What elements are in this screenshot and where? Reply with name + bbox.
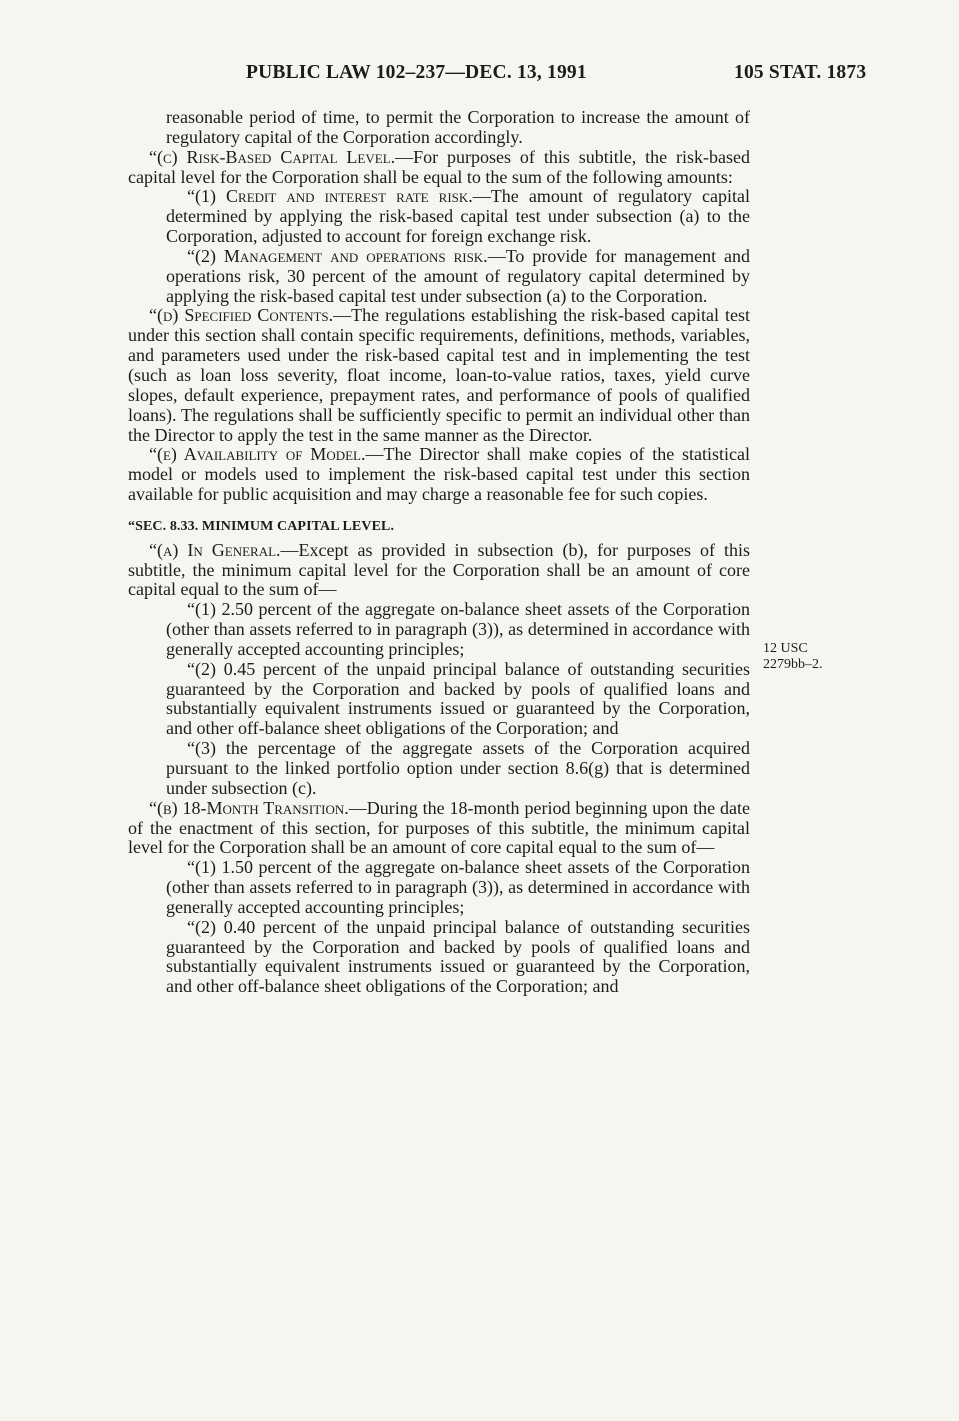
section-heading: “SEC. 8.33. MINIMUM CAPITAL LEVEL. [128,518,395,534]
subsection-a-heading: “(a) In General. [149,539,281,560]
subsection-d [128,306,750,445]
subsection-a [128,541,750,601]
paragraph-c2-text: —To provide for management and operations risk, 30 percent of the amount of regulatory capital determined by applying the risk-based capital test under subsection (a) to the Corporation. [166,245,750,306]
margin-usc-citation [763,641,853,673]
paragraph-c1 [166,187,750,247]
margin-note-line-1: 12 USC [763,641,808,656]
margin-note-line-2: 2279bb–2. [763,657,823,672]
paragraph-a1: “(1) 2.50 percent of the aggregate on-balance sheet assets of the Corporation (other than assets referred to in paragraph (3)), as determined in accordance with generally accepted accounting principles; [166,599,750,659]
paragraph-a3: “(3) the percentage of the aggregate assets of the Corporation acquired pursuant to the linked portfolio option under section 8.6(g) that is determined under subsection (c). [166,738,750,798]
subsection-b-heading: “(b) 18-Month Transition. [149,797,349,818]
statute-body [128,108,750,997]
subsection-d-heading: “(d) Specified Contents. [149,305,334,326]
subsection-c [128,148,750,188]
subsection-e [128,445,750,505]
subsection-c-heading: “(c) Risk-Based Capital Level. [149,146,396,167]
subsection-a-text: —Except as provided in subsection (b), for purposes of this subtitle, the minimum capital level for the Corporation shall be an amount of core capital equal to the sum of— [128,539,750,600]
subsection-b [128,799,750,859]
subsection-e-text: —The Director shall make copies of the statistical model or models used to implement the risk-based capital test under this section available for public acquisition and may charge a reasonable fee for such copies. [128,444,750,505]
paragraph-c2 [166,247,750,307]
paragraph-continuation: reasonable period of time, to permit the Corporation to increase the amount of regulatory capital of the Corporation accordingly. [166,107,750,147]
paragraph-b2: “(2) 0.40 percent of the unpaid principal balance of outstanding securities guaranteed by the Corporation and backed by pools of qualified loans and substantially equivalent instruments issued or guaranteed by the Corporation, and other off-balance sheet obligations of the Corporation; and [166,916,750,997]
paragraph-c2-heading: “(2) Management and operations risk. [187,245,488,266]
subsection-e-heading: “(e) Availability of Model. [149,444,366,465]
page-header [0,62,959,90]
subsection-b-text: —During the 18-month period beginning upon the date of the enactment of this section, for purposes of this subtitle, the minimum capital level for the Corporation shall be an amount of core capital equal to the sum of— [128,797,750,858]
header-law-citation: PUBLIC LAW 102–237—DEC. 13, 1991 [246,62,587,83]
subsection-c-text: —For purposes of this subtitle, the risk-based capital level for the Corporation shall be equal to the sum of the following amounts: [128,146,751,187]
subsection-d-text: —The regulations establishing the risk-based capital test under this section shall contain specific requirements, definitions, methods, variables, and parameters used under the risk-based capital test and in implementing the test (such as loan loss severity, float income, loan-to-value ratios, taxes, yield curve slopes, default experience, prepayment rates, and performance of pools of qualified loans). The regulations shall be sufficiently specific to permit an individual other than the Director to apply the test in the same manner as the Director. [128,305,750,445]
paragraph-c1-heading: “(1) Credit and interest rate risk. [187,186,473,207]
paragraph-b1: “(1) 1.50 percent of the aggregate on-balance sheet assets of the Corporation (other than assets referred to in paragraph (3)), as determined in accordance with generally accepted accounting principles; [166,857,750,917]
header-stat-citation: 105 STAT. 1873 [734,62,867,83]
paragraph-c1-text: —The amount of regulatory capital determined by applying the risk-based capital test under subsection (a) to the Corporation, adjusted to account for foreign exchange risk. [166,186,750,247]
paragraph-a2: “(2) 0.45 percent of the unpaid principal balance of outstanding securities guaranteed by the Corporation and backed by pools of qualified loans and substantially equivalent instruments issued or guaranteed by the Corporation, and other off-balance sheet obligations of the Corporation; and [166,658,750,739]
